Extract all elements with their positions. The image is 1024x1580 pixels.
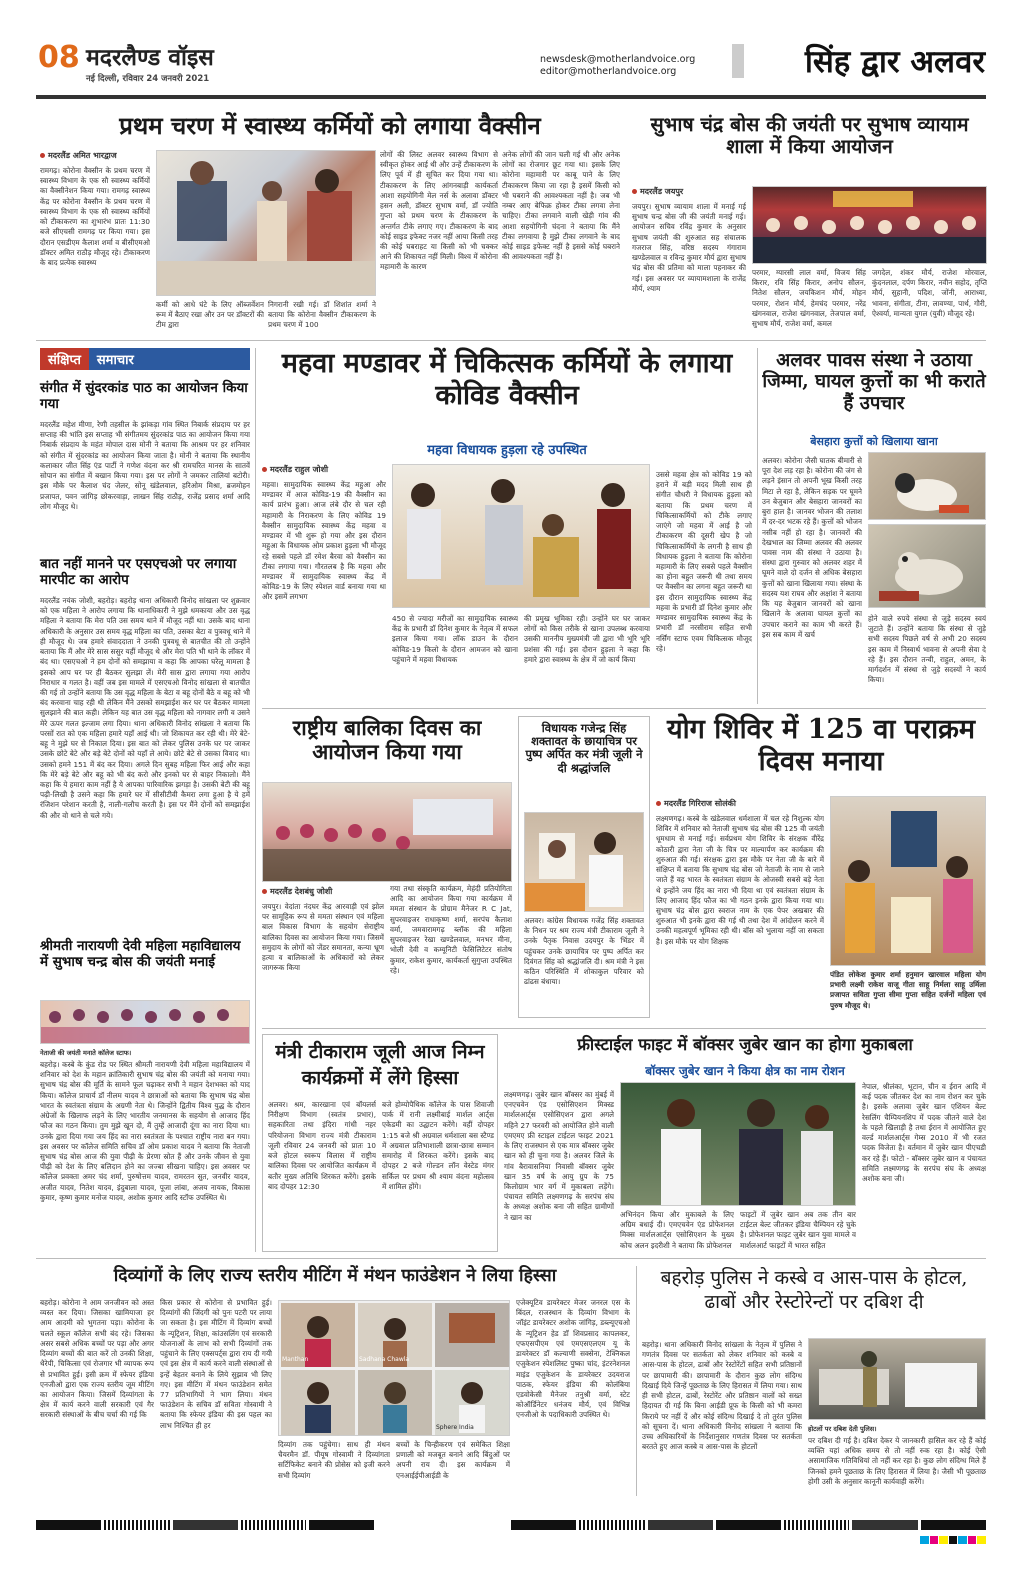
brief-headline: संगीत में सुंदरकांड पाठ का आयोजन किया गया [40, 380, 248, 413]
zoom-name-label: Manthan [282, 1356, 309, 1363]
story-column: 450 से ज्यादा मरीजों का सामुदायिक स्वास्थ्य केंद्र के प्रभारी डॉ दिनेश कुमार के नेतृत्व में सफल इलाज किया गया। लॉक डाउन के दौरान कोविड-19 किलो के दौरान आमजन को खाना पहुंचाने में महवा विधायक [392, 614, 518, 664]
headline-alwar-pawas: अलवर पावस संस्था ने उठाया जिम्मा, घायल कुत्तों का भी कराते हैं उपचार [762, 350, 986, 414]
brief-label: समाचार [89, 348, 250, 370]
subheadline: बेसहारा कुत्तों को खिलाया खाना [810, 435, 938, 448]
dog-photo [868, 452, 986, 520]
divider [36, 340, 986, 341]
brief-banner [40, 348, 250, 370]
mahwa-vaccine-photo [392, 464, 650, 608]
jayanti-photo [752, 186, 987, 264]
subheadline: महवा विधायक हुड़ला रहे उपस्थित [427, 443, 587, 458]
byline: मदरलैंड गिरिराज सोलंकी [656, 798, 736, 809]
headline-juli-programme: मंत्री टीकाराम जूली आज निम्न कार्यक्रमों में लेंगे हिस्सा [275, 1041, 485, 1089]
headline-police-raid: बहरोड़ पुलिस ने कस्बे व आस-पास के होटल, ढाबों और रेस्टोरेन्टों पर दबिश दी [660, 1267, 968, 1314]
story-column: बहरोड़। थाना अधिकारी विनोद सांखला के नेतृत्व में पुलिस ने गणतंत्र दिवस पर सतर्कता को लेकर शनिवार को कस्बे व आस-पास के होटल, ढाबों और रेस्टोरेंटों सहित सभी प्रतिष्ठानों पर छापामारी की। छापामारी के दौरान कुछ लोग संदिग्ध दिखाई दिये जिन्हें पूछताछ के लिए हिरासत में लिया गया। साथ ही सभी होटल, ढाबों, रेस्टोरेंट और प्रतिष्ठान वालों को सख्त हिदायत दी गई कि बिना आईडी प्रूफ के किसी को भी कमरा किराये पर नहीं दें और कोई संदिग्ध दिखाई दे तो तुरंत पुलिस को सूचना दें। थाना अधिकारी विनोद सांखला ने बताया कि उच्च अधिकारियों के निर्देशानुसार गणतंत्र दिवस पर सतर्कता बरतते हुए आज कस्बे व आस-पास के होटलों [642, 1340, 802, 1452]
college-photo [40, 1000, 250, 1044]
email-editor[interactable]: editor@motherlandvoice.org [540, 66, 677, 77]
story-column: लोगों की लिस्ट अलवर स्वास्थ्य विभाग से स्वीकृत होकर आई थी और उन्हें टीकाकरण के लिए पूर्व में ही सूचित कर दिया गया था। टीकाकरण के लिए आंगनबाड़ी कार्यकर्ता आशा सहयोगिनी मेल नर्स के अलावा डॉक्टर हसन अली, डॉक्टर सुभाष वर्मा, डॉ ज्योति गुप्ता को प्रथम चरण के टीकाकरण के अन्तर्गत टीके लगाए गए। टीकाकरण के बाद कोई साइड इफेक्ट नजर नहीं आया किसी तरह की कोई घबराहट या किसी को भी चक्कर आने की शिकायत नहीं मिली। विश्व में कोरोना महामारी के कारण [380, 150, 498, 272]
vaccination-photo [156, 150, 376, 296]
page-number: 08 [38, 40, 80, 75]
masthead-rule [36, 95, 986, 99]
dog-photo [868, 524, 986, 608]
dateline: नई दिल्ली, रविवार 24 जनवरी 2021 [86, 74, 210, 84]
story-column: अलवर। कोरोना जैसी घातक बीमारी से पूरा देश लड़ रहा है। कोरोना की जंग से लड़ने इंसान तो अपनी भूख किसी तरह मिटा ले रहा है, लेकिन सड़क पर घूमने उन बेजुबान और बेसहारा जानवरों का बुरा हाल है। जानवर भोजन की तलाश में दर-दर भटक रहे हैं। कुत्तों को भोजन नसीब नहीं हो रहा है। जानवरों की देखभाल का जिम्मा अलवर की अलवर पावस नाम की संस्था ने उठाया है। संस्था द्वारा गुरुवार को अलवर शहर में घूमने वाले दो दर्जन से अधिक बेसहारा कुत्तों को खाना खिलाया गया। संस्था के सदस्य यश राघव और अक्षांश ने बताया कि यह बेजुबान जानवरों को खाना खिलाने के अलावा घायल कुत्तों का उपचार कराने का काम भी करते हैं। इस सब काम में खर्च [762, 456, 862, 639]
paper-name: मदरलैण्ड वॉइस [86, 44, 214, 71]
story-column: अलवर। कांग्रेस विधायक गजेंद्र सिंह शक्तावत के निधन पर श्रम राज्य मंत्री टीकाराम जूली ने उनके पैतृक निवास उदयपुर के भिंडर में पहुंचकर उनके छायाचित्र पर पुष्प अर्पित कर दिवंगत सिंह को श्रद्धांजलि दी। श्रम मंत्री ने इस कठिन परिस्थिति में शोकाकुल परिवार को ढांढस बंधाया। [524, 916, 644, 987]
story-column: फाइटों में जुबेर खान अब तक तीन बार टाईटल बेल्ट जीतकर इंडिया चैम्पियन रहे चुके है। प्रोफेशनल फाइट जुबेर खान युवा मामले व मार्शलआर्ट फाइटों में भारत सहित [740, 1210, 856, 1250]
story-column: पर दबिश दी गई है। दबिश देकर ये जानकारी हासिल कर रहे हैं कोई व्यक्ति यहां अधिक समय से तो नहीं रुक रहा है। कोई ऐसी असामाजिक गतिविधियां तो नहीं कर रहा है। कुछ लोग संदिग्ध मिले हैं जिनको हमने पूछताछ के लिए हिरासत में लिया है। जैसी भी पूछताछ होगी उसी के अनुसार कानूनी कार्यवाही करेंगे। [808, 1436, 986, 1486]
story-column: परमार, ग्यारसी लाल वर्मा, विजय सिंह किरार, रवि सिंह किरार, अनोप सौलन, नितेश सौलन, जयकिशन मौर्य, मोहन परमार, रोशन मौर्य, हेमचंद परमार, नरेंद्र खंगनवाल, राजेश खंगनवाल, तेजपाल वर्मा, सुभाष मौर्य, राजेश वर्मा, कमल [752, 268, 866, 329]
story-column: जयपुर। सुभाष व्यायाम शाला में मनाई गई सुभाष चन्द्र बोस जी की जयंती मनाई गई। आयोजन सचिव रविंद्र कुमार के अनुसार सुभाष जयंती की शुरुआत सह संचालक गजराज सिंह, वरिष्ठ सदस्य गंगाराम खण्डेलवाल व रविन्द्र कुमार मौर्य द्वारा सुभाष चंद्र बोस की प्रतिमा को माला पहनाकर की गई। इस अवसर पर व्यायामशाला के राजेंद्र मौर्य, श्याम [632, 202, 746, 293]
boxer-photo [620, 1082, 856, 1206]
zoom-meeting-photo [278, 1300, 510, 1436]
divider [262, 1028, 986, 1029]
headline-boxer: फ्रीस्टाईल फाइट में बॉक्सर जुबेर खान का होगा मुकाबला [577, 1035, 913, 1054]
subheadline: बॉक्सर जुबेर खान ने किया क्षेत्र का नाम रोशन [645, 1064, 845, 1078]
headline-mahwa-vaccine: महवा मण्डावर में चिकित्सक कर्मियों के लगाया कोविड वैक्सीन [281, 348, 733, 411]
photo-caption: पंडित लोकेश कुमार शर्मा हनुमान खारवाल महिला योग प्रभारी लक्ष्मी राकेश वाजू गीता साहू निर्मला साहू उर्मिला प्रजापत सविता गुप्ता सीमा गुप्ता सहित दर्जनों महिला एवं पुरुष मौजूद थे। [830, 970, 986, 1010]
zoom-name-label: Sphere India [436, 1424, 474, 1431]
byline: मदरलैंड देशबंधु जोशी [262, 886, 332, 897]
brief-text: मदरलैंड महेश मीणा, रेणी तहसील के झांकड़ा गांव स्थित निबार्क संप्रदाय पर हर सप्ताह की भांति इस सप्ताह भी संगीतमय सुंदरकांड पाठ का आयोजन किया गया निबार्क संप्रदाय के महंत मोपाल दास मोनी ने बताया कि आश्रम पर हर शनिवार को संगीत में सुंदरकांड का आयोजन किया जाता है। मोनी ने बताया कि स्थानीय कलाकार जीत सिंह एंड पार्टी ने गणेश वंदना कर श्री रामचरित मानस के सातवें सोपान का संगीत में बखान किया गया। इस पर लोगों ने जमकर तालियां बटोरी। इस मौके पर कैलाश चंद जेलर, सोनू खंडेलवाल, हरिओम मिश्रा, ब्रजमोहन प्रजापत, पवन जांगिड़ छोकरवाड़ा, लाखन सिंह राठौड़, राजेंद्र प्रसाद शर्मा आदि लोग मौजूद थे। [40, 420, 250, 511]
story-column: अलवर। श्रम, कारखाना एवं बॉयलर्स निरीक्षण विभाग (स्वतंत्र प्रभार), सहकारिता तथा इंदिरा गांधी नहर परियोजना विभाग राज्य मंत्री टीकाराम जूली रविवार 24 जनवरी को प्रातः 10 बजे होटल स्वरूप विलास में राष्ट्रीय बालिका दिवस पर आयोजित कार्यक्रम में बतौर मुख्य अतिथि शिरकत करेंगे। इसके बाद दोपहर 12:30 [268, 1100, 376, 1191]
story-column: होने वाले रुपये संस्था से जुड़े सदस्य स्वयं जुटाते हैं। उन्होंने बताया कि संस्था से जुड़े सभी सदस्य पिछले वर्ष से अभी 20 सदस्य इस काम में निस्वार्थ भावना से अपनी सेवा दे रहे हैं। इस दौरान तन्वी, राहुल, अमन, के मार्गदर्शन में संस्था से जुड़े सदस्यों ने कार्य किया। [868, 614, 986, 685]
yoga-photo [830, 796, 986, 966]
divider [757, 348, 758, 704]
story-column: बच्चों के चिन्हीकरण एवं समेकित शिक्षा प्रणाली को मजबूत बनाने आदि बिंदुओं पर अपनी राय दी। इस कार्यक्रम में एनआईईपीआईडी के [396, 1440, 510, 1480]
photo-caption: नेताजी की जयंती मनाते कॉलेज स्टाफ। [40, 1049, 132, 1057]
byline: मदरलैंड अमित भारद्वाज [40, 150, 117, 161]
story-column: रामगढ़। कोरोना वैक्सीन के प्रथम चरण में स्वास्थ्य विभाग के एक सौ स्वास्थ्य कर्मियों का वैक्सीनेशन किया गया। रामगढ़ स्वास्थ्य केंद्र पर कोरोना वैक्सीन के प्रथम चरण में स्वास्थ्य विभाग के एक सौ स्वास्थ्य कर्मियों को टीकाकरण का शुभारंभ प्रातः 11:30 बजे सीएचसी रामगढ़ पर किया गया। इस दौरान एसडीएम कैलाश शर्मा व बीसीएमओ डॉक्टर अमित राठौड़ मौजूद रहे। टीकाकरण के बाद प्रत्येक स्वास्थ्य [40, 166, 150, 267]
story-column: दिव्यांग तक पहुंचेगा। साथ ही मंथन चैयरमैन डॉ. पीयूष गोस्वामी ने दिव्यांगता सर्टिफिकेट बनाने की प्रोसेस को इजी करने सभी दिव्यांग [278, 1440, 390, 1480]
story-column: बजे होम्योपैथिक कॉलेज के पास शिवाजी पार्क में रानी लक्ष्मीबाई मार्शल आर्ट्स एकेडमी का उद्घाटन करेंगे। वहीं दोपहर 1:15 बजे श्री अग्रवाल धर्मशाला बस स्टैण्ड में अग्रवाल प्रतिभाशाली छात्रा-छात्रा सम्मान समारोह में शिरकत करेंगे। इसके बाद दोपहर 2 बजे गोल्डन लॉन वेस्टेड मंगर सर्किल पर प्रथम श्री श्याम वंदना महोत्सव में शामिल होंगे। [382, 1100, 494, 1191]
story-column: किस प्रकार से कोरोना से प्रभावित हुई। दिव्यांगों की जिंदगी को पुनः पटरी पर लाया जा सकता है। इस मीटिंग में दिव्यांग बच्चों के न्यूट्रिशन, शिक्षा, कांउसलिंग एवं सरकारी योजनाओं के लाभ को सभी दिव्यांगों तक पहुंचाने के लिए एक्सपर्ट्स द्वारा राय दी गयी एवं इस क्षेत्र में कार्य करने वाली संस्थाओं से इन्हें बेहतर बनाने के लिये सुझाव भी लिए गए। इस मीटिंग में मंथन फाउंडेशन समेत 77 प्रतिभागियों ने भाग लिया। मंथन फाउंडेशन के सचिव डॉ सविता गोस्वामी ने बताया कि स्फेयर इंडिया की इस पहल का लाभ निश्चित ही हर [160, 1298, 272, 1430]
brief-label: संक्षिप्त [40, 348, 89, 370]
divider [262, 708, 986, 709]
girl-child-day-photo [262, 782, 512, 882]
story-column: एजेक्यूटिव डायरेक्टर मेजर जनरल एस के बिंदल, राजस्थान के दिव्यांग विभाग के जॉइंट डायरेक्टर अशोक जांगिड़, डब्ल्यूएचओ के न्यूट्रिशन हेड डॉ शिवप्रसाद कापलकर, एफएसपीएम एवं एमएसएलएम यू के डायरेक्टर डॉ कल्याणी सक्सेना, टेक्निकल एजुकेशन स्पेशलिस्ट पुष्का चांद, इंटरनेशनल माइंड एजुकेशन के डायरेक्टर उदयराज पाठक, स्फेयर इंडिया की कोलंबिया एडवोकेसी मैनेजर तनुश्री वर्मा, स्टेट कोऑर्डिनेटर धनंजय मौर्य, एवं विभिन्न एनजीओ के पदाधिकारी उपस्थित थे। [516, 1298, 630, 1420]
divider [36, 1258, 986, 1259]
story-column: गया तथा संस्कृति कार्यक्रम, मेहंदी प्रतियोगिता आदि का आयोजन किया गया कार्यक्रम में ममता संस्थान के प्रोग्राम मैनेजर R C Jat, सुपरवाइजर राधाकृष्ण शर्मा, सरपंच कैलाश वर्मा, जमवारामगढ़ ब्लॉक की महिला सुपरवाइजर रेखा खण्डेलवाल, मनभर मीना, भोली देवी व कम्यूनिटी फेसिलिटेटर संतोष कुमार, राकेश कुमार, कार्यकर्ता सुगुप्ता उपस्थित रहे। [390, 884, 512, 975]
story-column: उससे महवा क्षेत्र को कोविड 19 को हराने में बड़ी मदद मिली साथ ही संगीत चौधरी ने विधायक हुड़ला को बताया कि प्रथम चरण में चिकित्साकर्मियों को टीके लगाए जाएंगे जो महवा में आई है जो टीकाकरण की दूसरी खेप है जो चिकित्साकर्मियों के लगनी है साथ ही विधायक हुड़ला ने बताया कि कोरोना महामारी के लिए सबसे पहले वैक्सीन का होना बहुत जरूरी थी तथा समय पर वैक्सीन का लगना बहुत जरूरी था इस दौरान सामुदायिक स्वास्थ्य केंद्र महवा के प्रभारी डॉ दिनेश कुमार और मण्डावर सामुदायिक स्वास्थ्य केंद्र के प्रभारी डॉ नरसीराम सहित सभी नर्सिंग स्टाफ एवम चिकित्सक मौजूद रहे। [656, 470, 752, 653]
story-column: लक्ष्मणगढ़। जुबेर खान बॉक्सर का मुंबई में एनएचवेन एंड एसोसिएशन मिक्स्ड मार्शलआर्ट्स एसोसिएशन द्वारा अगले महिने 27 फरवरी को आयोजित होने वाली एमएमए फ्री स्टाइल टाईटल फाइट 2021 के लिए राजस्थान से एक मात्र बॉक्सर जुबेर खान को ही चुना गया है। अलवर जिले के गांव बैरावासनिया निवासी बॉक्सर जुबेर खान 35 वर्ष के आयु ग्रुप के 75 किलोग्राम भार वर्ग में मुकाबला लड़ेंगे। पंचायत समिति लक्ष्मणगढ़ के सरपंच संघ के अध्यक्ष अशोक बना जी सहित ग्रामीणों ने खान का [504, 1090, 614, 1222]
brief-headline: श्रीमती नारायणी देवी महिला महाविद्यालय में सुभाष चन्द्र बोस की जयंती मनाई [40, 938, 241, 971]
section-title: सिंह द्वार अलवर [804, 44, 985, 80]
story-column: जगदेल, शंकर मौर्य, राजेश मोरवाल, कुंदनलाल, दर्पण किरार, नवीन सहोद, तृप्ति मौर्य, सुहानी, पदिश, जोंनी, आराध्या, भावना, संगीता, टीना, लावण्या, पार्थ, गौरी, ऐश्वर्या, मान्यता युगल (युवी) मौजूद रहे। [872, 268, 987, 318]
divider [255, 348, 256, 1252]
color-swatches [920, 1536, 986, 1544]
story-column: अनेक लोगों की जान चली गई थी और अनेक लोगों का रोजगार छूट गया था। इसके लिए कोरोना महामारी पर काबू पाने के लिए टीकाकरण किया जा रहा है इसमें किसी को भी घबराने की आवश्यकता नहीं है। जब भी नम्बर आए बेफिक्र होकर टीका लगवा लेना चाहिए। टीका लगवाने वाली खेड़ी गांव की आशा सहयोगिनी चंदना ने बताया कि मैंने टीका लगवाया है मुझे टीका लगवाने के बाद कोई साइड इफेक्ट नहीं है इससे कोई घबराने की आवश्यकता नहीं है। [502, 150, 620, 262]
email-newsdesk[interactable]: newsdesk@motherlandvoice.org [540, 54, 696, 65]
byline: मदरलैंड राहुल जोशी [262, 464, 328, 475]
headline-yoga-camp: योग शिविर में 125 वा पराक्रम दिवस मनाया [666, 714, 976, 777]
story-column: नेपाल, श्रीलंका, भूटान, चीन व ईरान आदि में कई पदक जीतकर देश का नाम रोशन कर चुके है। इसके अलावा जुबेर खान एशियन बेल्ट रेसलिंग चैम्पियनशिप में पदक जीतने वाले देश के पहले खिलाड़ी है तथा ईरान में आयोजित हुए वर्ल्ड मार्शलआर्ट्स गेम्स 2010 में भी रजत पदक विजेता है। वर्तमान में जुबेर खान पीएचडी कर रहे हैं। फोटो - बॉक्सर जुबेर खान व पंचायत समिति लक्ष्मणगढ़ के सरपंच संघ के अध्यक्ष अशोक बना जी। [862, 1082, 986, 1183]
brief-text: बहरोड़। कस्बे के कुंड रोड पर स्थित श्रीमती नारायणी देवी महिला महाविद्यालय में शनिवार को देश के महान क्रांतिकारी सुभाष चंद्र बोस की जयंती को मनाया गया। सुभाष चंद्र बोस की मूर्ति के सामने फूल चढ़ाकर सभी ने महान देशभक्त को याद किया। कॉलेज प्राचार्य डॉ नीलम यादव ने छात्राओं को बताया कि सुभाष चंद्र बोस भारत के स्वतंत्रता संग्राम के अग्रणी नेता थे। जिन्होंने द्वितीय विश्व युद्ध के दौरान अंग्रेजों के खिलाफ लड़ने के लिए भारतीय जनमानस के सहयोग से आजाद हिंद फौज का गठन किया। तुम मुझे खून दो, मैं तुम्हें आजादी दूंगा का नारा दिया था। उनके द्वारा दिया गया जय हिंद का नारा स्वतंत्रता के पश्चात राष्ट्रीय नारा बन गया। इस अवसर पर कॉलेज समिति सचिव डॉ ओम प्रकाश यादव ने बताया कि नेताजी सुभाष चंद्र बोस आज की युवा पीढ़ी के प्रेरणा स्रोत हैं और उनके जीवन से युवा पीढ़ी को देश के लिए बलिदान होने का जज्बा सीखना चाहिए। इस अवसर पर कॉलेज प्रवक्ता अमर चंद शर्मा, पुरुषोत्तम यादव, रामरतन सुत, जनवीर यादव, अजीत यादव, नितेश यादव, इंदुबाला यादव, पूजा लांबा, अजय नायक, विकास कुमार, कृष्ण कुमार मनोज यादव, अशोक कुमार आदि स्टॉफ उपस्थित थे। [40, 1060, 250, 1202]
story-column: की प्रमुख भूमिका रही। उन्होंने घर घर जाकर लोगों को किस तरीके से खाना उपलब्ध करवाया उसकी माननीय मुख्यमंत्री जी द्वारा भी भूरि भूरि प्रशंसा की गई। इस दौरान हुड़ला ने कहा कि हमारे द्वारा स्वास्थ्य के क्षेत्र में जो कार्य किया [524, 614, 650, 664]
police-photo [808, 1338, 986, 1420]
headline-vaccine-ramgarh: प्रथम चरण में स्वास्थ्य कर्मियों को लगाया वैक्सीन [119, 111, 541, 140]
brief-text: मदरलैंड नयंक जोशी, बहरोड़। बहरोड़ थाना अधिकारी विनोद सांखला पर शुक्रवार को एक महिला ने आरोप लगाया कि थानाधिकारी ने मुझे धमकाया और उस वृद्ध महिला ने बताया कि मेरा पति उस समय थाने में मौजूद नहीं था। उसके बाद थाना अधिकारी के अनुसार उस समय वृद्ध महिला का पति, उसका बेटा व पुत्रवधू थाने में ही मौजूद थे। जब हमारे संवाददाता ने उनकी पुत्रवधू से बातचीत की तो उन्होंने बताया कि मैं और मेरे सास ससुर यहीं मौजूद थे और मेरा पति भी थाने के लॉकर में बंद था। एसएचओ ने हम दोनों को समझाया व कहा कि आपका घरेलू मामला है इसको आप घर पर ही बैठकर सुलझा लें। मेरी सास द्वारा लगाया गया आरोप निराधार व गलत है। वहीं जब इस मामले में एसएचओ विनोद सांखला से बातचीत की गई तो उन्होंने बताया कि उस वृद्ध महिला के बेटा व बहू दोनों बैठे व बहू को भी बंद करवाना चाह रही थी लेकिन मैंने उसको समझाईश कर घर पर बैठकर मामला सुलझाने की बात कही। लेकिन यह बात उस वृद्ध महिला को नागवार लगी व उसने मेरे ऊपर गलत इल्जाम लगा दिया। थाना अधिकारी विनोद सांखला ने बताया कि परसों रात को एक महिला हमारे यहाँ आई थी। जो शिकायत कर रही थी। मेरे बेटे-बहू ने मुझे घर से निकाल दिया। इस बात को लेकर पुलिस उनके घर पर जाकर उसके छोटे बेटे और बड़े बेटे दोनों को यहाँ ले आये। छोटे बेटे से उसका विवाद था। उसको हमने 151 में बंद कर दिया। अगले दिन सुबह महिला फिर आई और कहा कि मेरे बड़े बेटे और बहू को भी बंद करो और इनको घर से बाहर निकालो। मैंने कहा कि ये हमारा काम नहीं है ये आपका पारिवारिक झगड़ा है। उसकी बेटी की बहू पढ़ी-लिखी है उसने कहा कि हमारे घर में सीसीटीवी कैमरा लगा हुआ है ये हमें रंजिशन परेशान करती है, नाली-गलौच करती है। इस पर मैंने दोनों को समझाईश की और वो थाने से चले गये। [40, 596, 250, 820]
print-registration-bar [36, 1520, 986, 1530]
story-column: जयपुर। वेदांता नंदघर केंद्र आरवाड़ी एवं झोल पर सामूहिक रूप से ममता संस्थान एवं महिला बाल विकास विभाग के सहयोग सेराष्ट्रीय बालिका दिवस का आयोजन किया गया। जिसमें समुदाय के लोगों को जेंडर समानता, कन्या भ्रूण हत्या व बालिकाओं के अधिकारों को लेकर जागरूक किया [262, 902, 384, 973]
divider [636, 1266, 637, 1496]
headline-subhash-jayanti: सुभाष चंद्र बोस की जयंती पर सुभाष व्यायाम शाला में किया आयोजन [650, 113, 969, 159]
story-column: महवा। सामुदायिक स्वास्थ्य केंद्र महुआ और मण्डावर में आज कोविड-19 की वैक्सीन का कार्य प्रारंभ हुआ। आज लंबे दौर से चल रही महामारी के निराकरण के लिए कोविड 19 वैक्सीन सामुदायिक स्वास्थ्य केंद्र महवा व मण्डावर में भी शुरू हो गया और इस दौरान महुआ के विधायक ओम प्रकाश हुड़ला भी मौजूद रहे सबसे पहले डॉ रमेश बैरवा को वैक्सीन का टीका लगाया गया। गौरतलब है कि महवा और मण्डावर में सामुदायिक स्वास्थ्य केंद्र में कोविड-19 के लिए स्पेशल वार्ड बनाया गया था और इसमें लगभग [262, 480, 386, 602]
story-column: कर्मी को आधे घंटे के लिए ऑब्जर्वेशन रूम में बैठाए रखा और उन पर डॉक्टरों की टीम द्वारा [156, 300, 264, 330]
headline-divyang-meeting: दिव्यांगों के लिए राज्य स्तरीय मीटिंग में मंथन फाउंडेशन ने लिया हिस्सा [113, 1266, 557, 1286]
photo-caption: होटलों पर दबिश देती पुलिस। [808, 1425, 877, 1433]
zoom-name-label: Sadhana Chawla [359, 1356, 410, 1363]
story-column: अभिनंदन किया और मुकाबले के लिए अग्रिम बधाई दी। एमएचवेन एंड प्रोफेशनल मिक्स मार्शलआर्ट्स एसोसिएशन के मुख्य कोच अलन इदरीशी ने बताया कि प्रोफेशनल [620, 1210, 734, 1250]
story-column: लक्ष्मणगढ़। कस्बे के खंडेलवाल धर्मशाला में चल रहे निशुल्क योग शिविर में शनिवार को नेताजी सुभाष चंद्र बोस की 125 वी जयंती धूमधाम से मनाई गई। सर्वप्रथम योग शिविर के संरक्षक वीरेंद्र कोठारी द्वारा नेता जी के चित्र पर माल्यार्पण कर कार्यक्रम की शुरुआत की गई। संरक्षक द्वारा इस मौके पर नेता जी के बारे में संक्षिप्त में बताया कि सुभाष चंद्र बोस जो नेताजी के नाम से जाने जाते हैं वह भारत के स्वतंत्रता संग्राम के ओजस्वी सबसे बड़े नेता थे इन्होंने जय हिंद का नारा भी दिया था एवं स्वतंत्रता संग्राम के लिए आजाद हिंद फौज का भी गठन इनके द्वारा किया गया था। सुभाष चंद्र बोस द्वारा स्वराज नाम के एक पेपर अखबार की शुरुआत भी इनके द्वारा की गई थी तथा देश में आंदोलन करने में उनकी महत्वपूर्ण भूमिका रही थी। बॉस को भुलाया नहीं जा सकता है। इस मौके पर योग शिक्षक [656, 814, 824, 946]
story-column: निगरानी रखी गई। डॉ शिशांत शर्मा ने बताया कि कोरोना वैक्सीन टीकाकरण के प्रथम चरण में 100 [268, 300, 376, 330]
byline: मदरलैंड जयपुर [632, 186, 683, 197]
tribute-photo [524, 812, 644, 912]
story-column: बहरोड़। कोरोना ने आम जनजीवन को अस्त व्यस्त कर दिया। जिसका खामियाजा हर आम आदमी को भुगतना पड़ा। कोरोना के चलते स्कूल कॉलेज सभी बंद रहे। जिसका असर सबसे अधिक बच्चों पर पड़ा और अगर दिव्यांग बच्चों की बात करें तो उनकी शिक्षा, थैरेपी, चिकित्सा एवं रोजगार भी व्यापक रूप से प्रभावित हुई। इसी क्रम में स्फेयर इंडिया एनजीओ द्वारा एक राज्य स्तरीय जूम मीटिंग का आयोजन किया। जिसमें दिव्यांगता के क्षेत्र में कार्य करने वाली सरकारी एवं गैर सरकारी संस्थाओं के बीच चर्चा की गई कि [40, 1298, 154, 1420]
brief-headline: बात नहीं मानने पर एसएचओ पर लगाया मारपीट का आरोप [40, 556, 237, 589]
headline-girl-child-day: राष्ट्रीय बालिका दिवस का आयोजन किया गया [292, 715, 482, 765]
headline-tribute: विधायक गजेन्द्र सिंह शक्तावत के छायाचित्र पर पुष्प अर्पित कर मंत्री जूली ने दी श्रद्धांजलि [525, 721, 643, 775]
